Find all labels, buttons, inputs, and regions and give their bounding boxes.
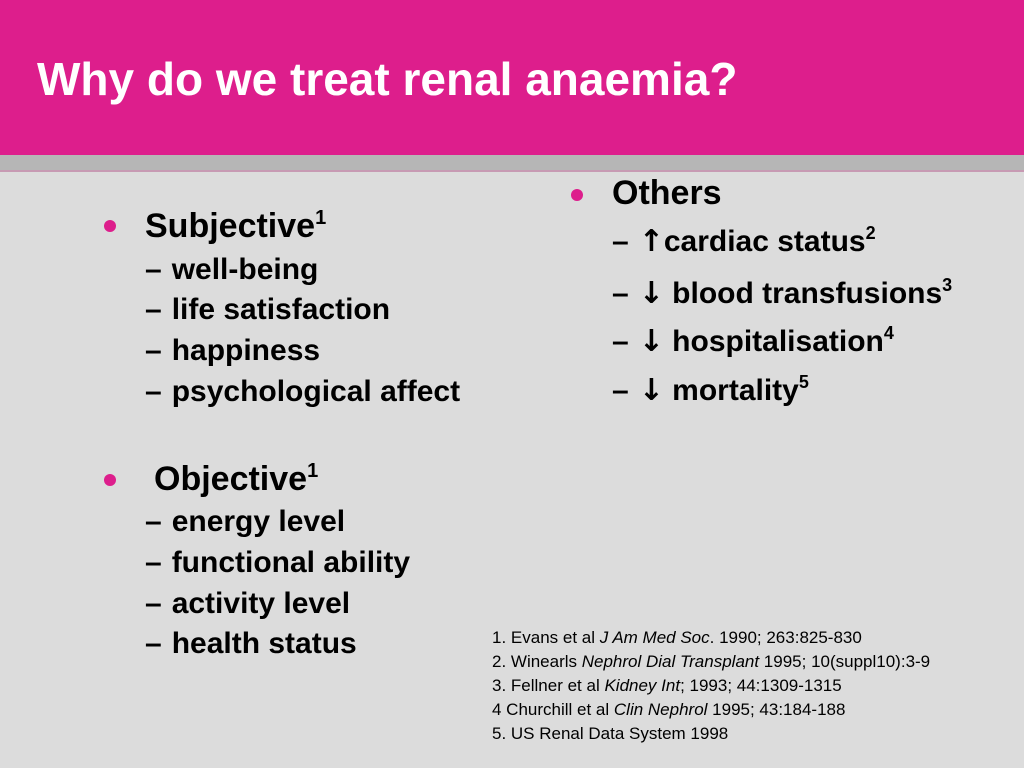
list-item: – happiness	[145, 334, 321, 367]
bullet-dot-icon	[571, 189, 583, 201]
reference-item: 2. Winearls Nephrol Dial Transplant 1995; 10(suppl10):3-9	[492, 652, 931, 671]
list-item: – life satisfaction	[145, 293, 391, 326]
list-item: – well-being	[145, 253, 319, 286]
title-bar	[0, 0, 1024, 155]
reference-item: 5. US Renal Data System 1998	[492, 724, 729, 743]
arrow-down-icon: ↓	[638, 276, 664, 311]
bullet-dot-icon	[104, 220, 116, 232]
list-item: – ↓ blood transfusions$^3$	[612, 275, 953, 311]
list-item: – functional ability	[145, 546, 411, 579]
bullet-dot-icon	[104, 474, 116, 486]
page-title: Why do we treat renal anaemia?	[37, 53, 738, 105]
list-item: – psychological affect	[145, 375, 461, 408]
list-item: – ↓ mortality$^5$	[612, 372, 809, 408]
reference-item: 3. Fellner et al Kidney Int; 1993; 44:1309-1315	[492, 676, 842, 695]
list-item: – ↓ hospitalisation$^4$	[612, 323, 894, 359]
objective-heading: Objective$^1$	[154, 460, 319, 498]
list-item: – energy level	[145, 505, 346, 538]
others-heading: Others	[612, 174, 722, 212]
divider-band	[0, 155, 1024, 170]
list-item: – health status	[145, 627, 357, 660]
reference-item: 1. Evans et al J Am Med Soc. 1990; 263:825-830	[492, 628, 862, 647]
arrow-down-icon: ↓	[638, 373, 664, 408]
arrow-up-icon: ↑	[638, 224, 664, 259]
list-item: – activity level	[145, 587, 351, 620]
subjective-heading: Subjective$^1$	[145, 207, 327, 245]
reference-item: 4 Churchill et al Clin Nephrol 1995; 43:184-188	[492, 700, 846, 719]
divider-line	[0, 170, 1024, 172]
arrow-down-icon: ↓	[638, 324, 664, 359]
list-item: – ↑cardiac status$^2$	[612, 223, 876, 259]
references	[492, 626, 930, 746]
